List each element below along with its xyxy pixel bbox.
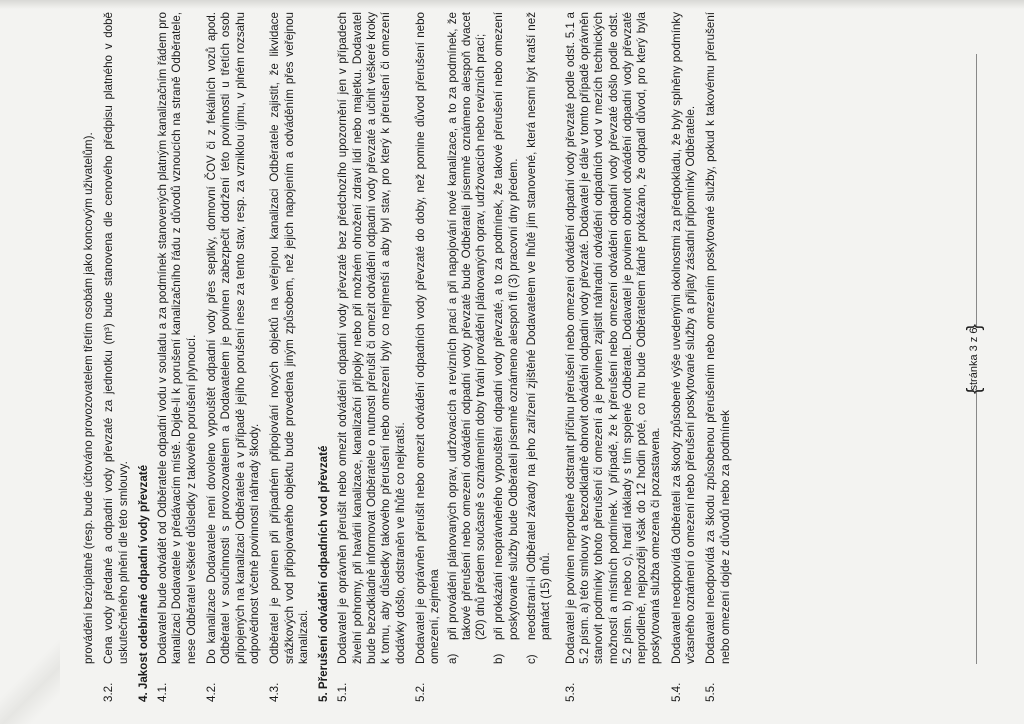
footer-rule-right [976, 54, 977, 326]
list-item-a [446, 12, 489, 664]
clause-body [414, 12, 558, 664]
list-item-c [525, 12, 554, 664]
clause-text: Dodavatel bude odvádět od Odběratele odpadní vodu v souladu a za podmínek stanovených platným kanalizačním řádem pro kanalizaci Dodavatele v předávacím místě. Dojde-li k porušení kanalizačního řádu z důvodů vznoucích na straně Odběratele, nese Odběratel veškeré důsledky z takového porušení plynoucí. [156, 12, 198, 664]
clause-number: 5.2. [413, 682, 427, 702]
clause-text: Dodavatel je povinen neprodleně odstranit příčinu přerušení nebo omezení odvádění odpadní vody převzaté podle odst. 5.1 a 5.2 písm. a) této smlouvy a bezodkladně obnovit odvádění odpadní vody převzaté. Dodavatel je dále v tomto případě oprávněn stanovit podmínky tohoto přerušení či omezení a je povinen zajistit náhradní odvádění odpadních vod v mezích technických možností a místních podmínek. V případě, že k přerušení nebo omezení odvádění odpadní vody převzaté došlo podle odst. 5.2 písm. b) nebo c), hradí náklady s tím spojené Odběratel. Dodavatel je povinen obnovit odvádění odpadní vody převzaté neprodleně, nejpozději však do 12 hodin poté, co mu bude Odběratelem řádně prokázáno, že odpadl důvod, pro který byla poskytovaná služba omezena či pozastavena. [563, 12, 663, 664]
clause-number: 5.5. [704, 682, 718, 702]
clause-5-3 [564, 12, 664, 702]
paragraph-fragment: provádění bezúplatně (resp. bude účtováno provozovatelem třetím osobám jako koncovým uživatelům). [82, 132, 95, 664]
footer-rule-left [976, 392, 977, 664]
clause-text: Dodavatel neodpovídá za škodu způsobenou přerušením nebo omezením poskytované služby, pokud k takovému přerušení nebo omezení dojde z důvodů nebo za podmínek [704, 12, 732, 664]
list-letter: c) [525, 654, 539, 664]
clause-text: Dodavatel je oprávněn přerušit nebo omezit odvádění odpadních vody převzaté do doby, než pomine důvod přerušení nebo omezení, zejména [413, 12, 442, 664]
clause-number: 5.4. [669, 682, 683, 702]
clause-5-5 [704, 12, 733, 702]
page-number: { stránka 3 z 6 } [968, 326, 980, 392]
list-text: při prokázání neoprávněného vypouštění odpadní vody převzaté, a to za podmínek, že takové přerušení nebo omezení poskytované služby bude Odběrateli písemně oznámeno alespoň tři (3) pracovní dny předem. [492, 12, 520, 640]
clause-text: Dodavatel je oprávněn přerušit nebo omezit odvádění odpadní vody převzaté bez předchozího upozornění jen v případech živelní pohromy, při havárii kanalizace, kanalizační přípojky nebo při možném ohrožení zdraví lidí nebo majetku. Dodavatel bude bezodkladně informovat Odběratele o nutnosti přerušit či omezit odvádění odpadní vody převzaté a učinit veškeré kroky k tomu, aby důsledky takového přerušení nebo omezení byly co nejmenší a aby byl stav, pro který k přerušení či omezení dodávky došlo, odstraněn ve lhůtě co nejkratší. [336, 12, 407, 664]
clause-number: 5.1. [336, 682, 350, 702]
list-text: při provádění plánovaných oprav, udržovacích a revizních prací a při napojování nové kanalizace, a to za podmínek, že takové přerušení nebo omezení odvádění odpadní vody převzaté bude Odběrateli písemně oznámeno alespoň dvacet (20) dnů předem současně s oznámením doby trvání provádění plánovaných oprav, udržovacích nebo revizních prací; [445, 12, 488, 640]
clause-text: Do kanalizace Dodavatele není dovoleno vypouštět odpadní vody přes septiky, domovní ČOV či z fekálních vozů apod. Odběratel v součinnosti s provozovatelem a Dodavatelem je povinen zabezpečit dodržení této povinnosti u třetích osob připojených na kanalizaci Odběratele a v případě jejího porušení nese za tento stav, resp. za vzniklou újmu, v plném rozsahu odpovědnost včetně povinnosti náhrady škody. [205, 12, 261, 664]
clause-text: Dodavatel neodpovídá Odběrateli za škody způsobené výše uvedenými okolnostmi za předpokladu, že byly splněny podmínky včasného oznámení o omezení nebo přerušení poskytované služby a přijaty zásadní připomínky Odběratele. [669, 12, 697, 664]
section-heading-5: 5. Přerušení odvádění odpadních vod převzaté [317, 445, 331, 702]
list-item-b [492, 12, 521, 664]
clause-4-1 [156, 12, 199, 702]
clause-5-4 [670, 12, 699, 702]
clause-3-2 [102, 12, 131, 702]
list-letter: b) [492, 653, 506, 664]
page-body [82, 12, 739, 702]
clause-4-3 [268, 12, 311, 702]
clause-number: 4.1. [156, 682, 170, 702]
clause-number: 5.3. [563, 682, 577, 702]
page-footer [964, 0, 988, 724]
clause-number: 4.2. [205, 682, 219, 702]
clause-number: 3.2. [102, 682, 116, 702]
clause-number: 4.3. [268, 682, 282, 702]
clause-text: Cena vody předané a odpadní vody převzaté za jednotku (m³) bude stanovena dle cenového předpisu platného v době uskutečněného plnění dle této smlouvy. [102, 12, 130, 664]
list-letter: a) [445, 653, 459, 664]
list-text: neodstraní-li Odběratel závady na jeho zařízení zjištěné Dodavatelem ve lhůtě jím stanovené, která nesmí být kratší než patnáct (15) dnů. [525, 12, 553, 640]
clause-4-2 [205, 12, 262, 702]
clause-5-1 [336, 12, 407, 702]
section-heading-4: 4. Jakost odebírané odpadní vody převzaté [136, 464, 150, 702]
clause-5-2 [414, 12, 558, 702]
clause-text: Odběratel je povinen při případném připojování nových objektů na veřejnou kanalizaci Odběratele zajistit, že likvidace srážkových vod připojovaného objektu bude provedena jiným způsobem, než jejich napojením a odváděním přes veřejnou kanalizaci. [268, 12, 310, 664]
